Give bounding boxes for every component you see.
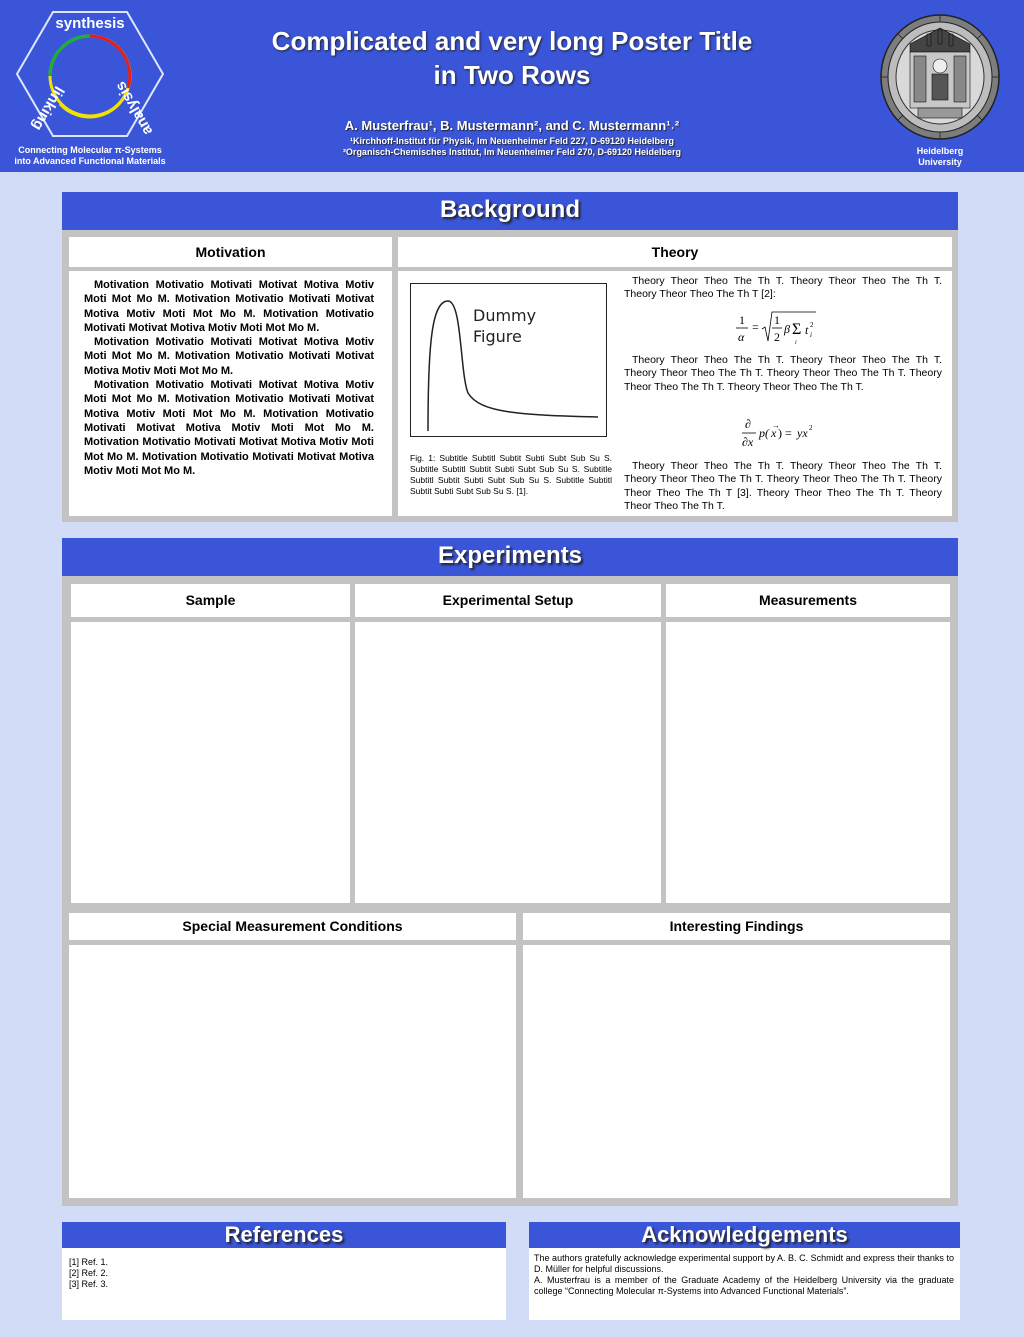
svg-text:=: = [752,320,759,334]
motivation-paragraph: Motivation Motivatio Motivati Motivat Motiva Motiv Moti Mot Mo M. Motivation Motivatio Motivati Motivat Motiva Motiv Moti Mot Mo M. Motivation Motivatio Motivati Motivat Motiva Motiv Moti Mot Mo M. Motivation Motivatio Motivati Motivat Motiva Motiv Moti Mot Mo M. Motivation Motivatio Motivati Motivat Motiva Motiv Moti Mot Mo M. [84,379,374,477]
svg-text:x: x [771,426,777,440]
background-heading: Background [62,192,958,230]
logo-word-analysis: analysis [111,78,157,138]
synthesis-analysis-linking-logo [16,10,164,138]
references-section [62,1222,506,1320]
special-conditions-panel [69,945,516,1198]
svg-text:Σ: Σ [792,321,802,338]
svg-text:α: α [738,330,745,344]
motivation-text [84,278,374,478]
theory-paragraph-1: Theory Theor Theo The Th T. Theory Theor Theo The Th T. Theory Theor Theo The Th T [2]: [624,275,942,301]
figure-caption: Fig. 1: Subtitle Subtitl Subtit Subti Subt Sub Su S. Subtitle Subtitl Subtit Subti Subt Sub Su S. Subtitle Subtitl Subtit Subti Subt Sub Su S. Subtitle Subtitl Subtit Subti Subt Sub Su S. [1]. [410,453,612,496]
affiliation-2: ²Organisch-Chemisches Institut, Im Neuenheimer Feld 270, D-69120 Heidelberg [342,147,682,157]
acknowledgements-heading: Acknowledgements [529,1222,960,1248]
references-heading: References [62,1222,506,1248]
logo-word-synthesis: synthesis [55,15,125,32]
svg-text:i: i [795,340,797,346]
theory-paragraph-2: Theory Theor Theo The Th T. Theory Theor Theo The Th T. Theory Theor Theo The Th T. Theory Theor Theo The Th T. Theory Theor Theo The Th T. Theory Theor Theo The Th T. [624,354,942,393]
svg-text:2: 2 [810,321,814,329]
svg-text:2: 2 [774,330,780,344]
motivation-heading: Motivation [69,237,392,267]
motivation-paragraph: Motivation Motivatio Motivati Motivat Motiva Motiv Moti Mot Mo M. Motivation Motivatio Motivati Motivat Motiva Motiv Moti Mot Mo M. Motivation Motivatio Motivati Motivat Motiva Motiv Moti Mot Mo M. [84,279,374,334]
poster-header [0,0,1024,172]
university-caption: Heidelberg University [916,146,964,167]
reference-item: [2] Ref. 2. [69,1268,109,1278]
interesting-findings-heading: Interesting Findings [523,913,950,940]
dummy-figure [410,283,608,438]
svg-text:2: 2 [809,424,813,432]
affiliation-1: ¹Kirchhoff-Institut für Physik, Im Neuenheimer Feld 227, D-69120 Heidelberg [349,136,675,146]
reference-list [69,1257,108,1290]
sample-panel [71,622,350,903]
svg-text:∂x: ∂x [742,435,754,449]
experimental-setup-heading: Experimental Setup [355,584,661,617]
measurements-heading: Measurements [666,584,950,617]
reference-item: [1] Ref. 1. [69,1257,109,1267]
sample-heading: Sample [71,584,350,617]
formula-alpha [730,308,830,348]
interesting-findings-panel [523,945,950,1198]
logo-caption: Connecting Molecular π-Systems into Advanced Functional Materials [14,145,166,166]
university-seal [880,14,1000,140]
svg-text:) =: ) = [778,426,792,440]
formula-derivative [738,415,828,451]
svg-text:p(: p( [759,426,769,440]
experiments-heading: Experiments [62,538,958,576]
svg-text:β: β [784,322,790,336]
motivation-paragraph: Motivation Motivatio Motivati Motivat Motiva Motiv Moti Mot Mo M. Motivation Motivatio Motivati Motivat Motiva Motiv Moti Mot Mo M. [84,336,374,377]
poster-title: Complicated and very long Poster Title in Two Rows [271,26,753,90]
author-list: A. Musterfrau¹, B. Mustermann², and C. Mustermann¹˒² [344,118,680,133]
figure-label-line2: Figure [473,327,522,346]
theory-paragraph-3: Theory Theor Theo The Th T. Theory Theor Theo The Th T. Theory Theor Theo The Th T. Theory Theor Theo The Th T. Theory Theor Theo The Th T [3]. Theory Theor Theo The Th T. Theory Theor Theo The Th T. [624,460,942,512]
svg-text:1: 1 [774,313,780,327]
acknowledgements-text: The authors gratefully acknowledge experimental support by A. B. C. Schmidt and express their thanks to D. Müller for helpful discussions. A. Musterfrau is a member of the Graduate Academy of the Heidelberg University via the graduate college “Connecting Molecular π-Systems into Advanced Functional Materials”. [534,1253,954,1296]
svg-text:t: t [805,323,809,337]
logo-word-linking: linking [28,83,68,134]
measurements-panel [666,622,950,903]
svg-text:yx: yx [797,426,808,440]
experimental-setup-panel [355,622,661,903]
figure-label-line1: Dummy [473,306,537,325]
reference-item: [3] Ref. 3. [69,1279,109,1289]
special-conditions-heading: Special Measurement Conditions [69,913,516,940]
svg-text:1: 1 [739,313,745,327]
svg-text:i: i [810,331,812,339]
svg-text:→: → [772,421,780,430]
svg-text:∂: ∂ [745,417,751,431]
theory-heading: Theory [398,237,952,267]
